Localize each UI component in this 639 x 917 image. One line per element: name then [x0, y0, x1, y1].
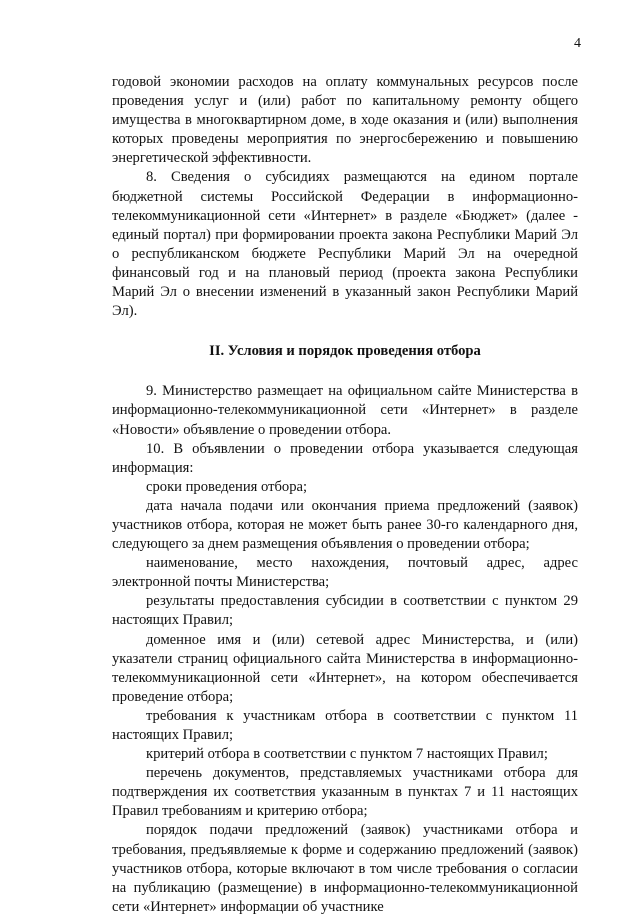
- list-item-terms: сроки проведения отбора;: [146, 478, 308, 495]
- list-item-requirements: требования к участникам отбора в соответствии с пунктом 11 настоящих Правил;: [112, 707, 578, 743]
- page-number: 4: [574, 36, 581, 51]
- list-item-submission-procedure: порядок подачи предложений (заявок) участниками отбора и требования, предъявляемые к форме и содержанию предложений (заявок) участников отбора, которые включают в том числе требования о согласии на публикацию (размещение) в информационно-телекоммуникационной сети «Интернет» информации об участнике: [112, 822, 578, 915]
- paragraph-8: 8. Сведения о субсидиях размещаются на едином портале бюджетной системы Российской Федерации в информационно-телекоммуникационной сети «Интернет» в разделе «Бюджет» (далее - единый портал) при формировании проекта закона Республики Марий Эл о республиканском бюджете Республики Марий Эл на очередной финансовый год и на плановый период (проекта закона Республики Марий Эл о внесении изменений в указанный закон Республики Марий Эл).: [112, 169, 578, 320]
- list-item-criterion: критерий отбора в соответствии с пунктом 7 настоящих Правил;: [146, 746, 548, 763]
- section-title: II. Условия и порядок проведения отбора: [209, 343, 481, 360]
- paragraph-10: 10. В объявлении о проведении отбора указывается следующая информация:: [112, 440, 578, 476]
- list-item-documents: перечень документов, представляемых участниками отбора для подтверждения их соответствия указанным в пунктах 7 и 11 настоящих Правил требованиям и критерию отбора;: [112, 765, 578, 820]
- list-item-results: результаты предоставления субсидии в соответствии с пунктом 29 настоящих Правил;: [112, 593, 578, 629]
- list-item-dates: дата начала подачи или окончания приема предложений (заявок) участников отбора, которая не может быть ранее 30-го календарного дня, следующего за днем размещения объявления о проведении отбора;: [112, 497, 578, 553]
- list-item-domain-name: доменное имя и (или) сетевой адрес Министерства, и (или) указатели страниц официального сайта Министерства в информационно-телекоммуникационной сети «Интернет», на котором обеспечивается проведение отбора;: [112, 631, 578, 705]
- paragraph-continuation: годовой экономии расходов на оплату коммунальных ресурсов после проведения услуг и (или) работ по капитальному ремонту общего имущества в многоквартирном доме, в ходе оказания и (или) выполнения которых проведены мероприятия по энергосбережению и повышению энергетической эффективности.: [112, 74, 578, 167]
- document-body: [112, 73, 578, 917]
- list-item-ministry-contacts: наименование, место нахождения, почтовый адрес, адрес электронной почты Министерства;: [112, 555, 578, 591]
- paragraph-9: 9. Министерство размещает на официальном сайте Министерства в информационно-телекоммуникационной сети «Интернет» в разделе «Новости» объявление о проведении отбора.: [112, 383, 578, 438]
